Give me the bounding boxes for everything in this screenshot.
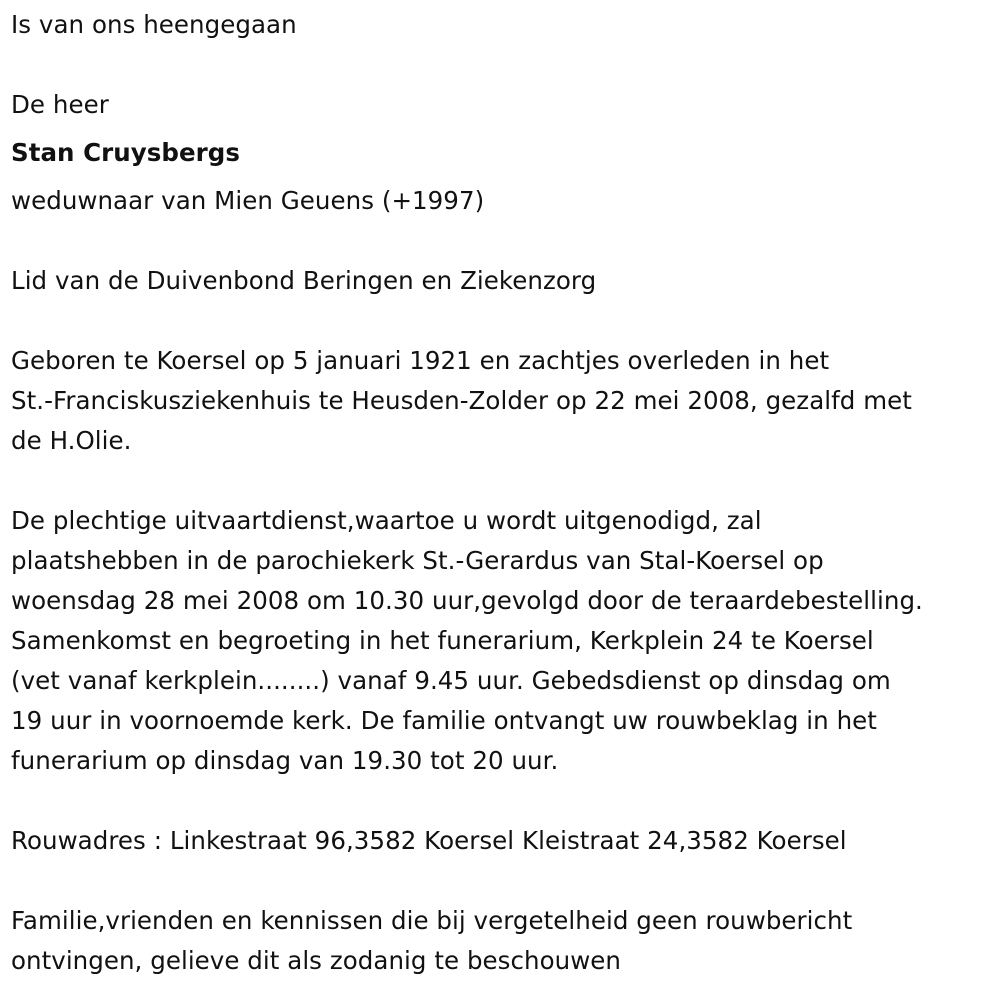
birth-death-line: de H.Olie. bbox=[11, 426, 132, 455]
birth-death-line: St.-Franciskusziekenhuis te Heusden-Zolder op 22 mei 2008, gezalfd met bbox=[11, 386, 912, 415]
mourning-address: Rouwadres : Linkestraat 96,3582 Koersel Kleistraat 24,3582 Koersel bbox=[11, 826, 847, 855]
funeral-line: woensdag 28 mei 2008 om 10.30 uur,gevolgd door de teraardebestelling. bbox=[11, 586, 923, 615]
funeral-line: plaatshebben in de parochiekerk St.-Gerardus van Stal-Koersel op bbox=[11, 546, 824, 575]
funeral-line: 19 uur in voornoemde kerk. De familie ontvangt uw rouwbeklag in het bbox=[11, 706, 877, 735]
funeral-line: Samenkomst en begroeting in het funerarium, Kerkplein 24 te Koersel bbox=[11, 626, 874, 655]
funeral-line: De plechtige uitvaartdienst,waartoe u wordt uitgenodigd, zal bbox=[11, 506, 762, 535]
funeral-line: (vet vanaf kerkplein........) vanaf 9.45 uur. Gebedsdienst op dinsdag om bbox=[11, 666, 891, 695]
membership-info: Lid van de Duivenbond Beringen en Ziekenzorg bbox=[11, 266, 597, 295]
spouse-info: weduwnaar van Mien Geuens (+1997) bbox=[11, 186, 485, 215]
salutation: De heer bbox=[11, 90, 109, 119]
closing-line: Familie,vrienden en kennissen die bij vergetelheid geen rouwbericht bbox=[11, 906, 853, 935]
birth-death-line: Geboren te Koersel op 5 januari 1921 en zachtjes overleden in het bbox=[11, 346, 830, 375]
intro-text: Is van ons heengegaan bbox=[11, 10, 297, 39]
closing-line: ontvingen, gelieve dit als zodanig te beschouwen bbox=[11, 946, 621, 975]
deceased-name: Stan Cruysbergs bbox=[11, 138, 241, 167]
funeral-line: funerarium op dinsdag van 19.30 tot 20 uur. bbox=[11, 746, 559, 775]
